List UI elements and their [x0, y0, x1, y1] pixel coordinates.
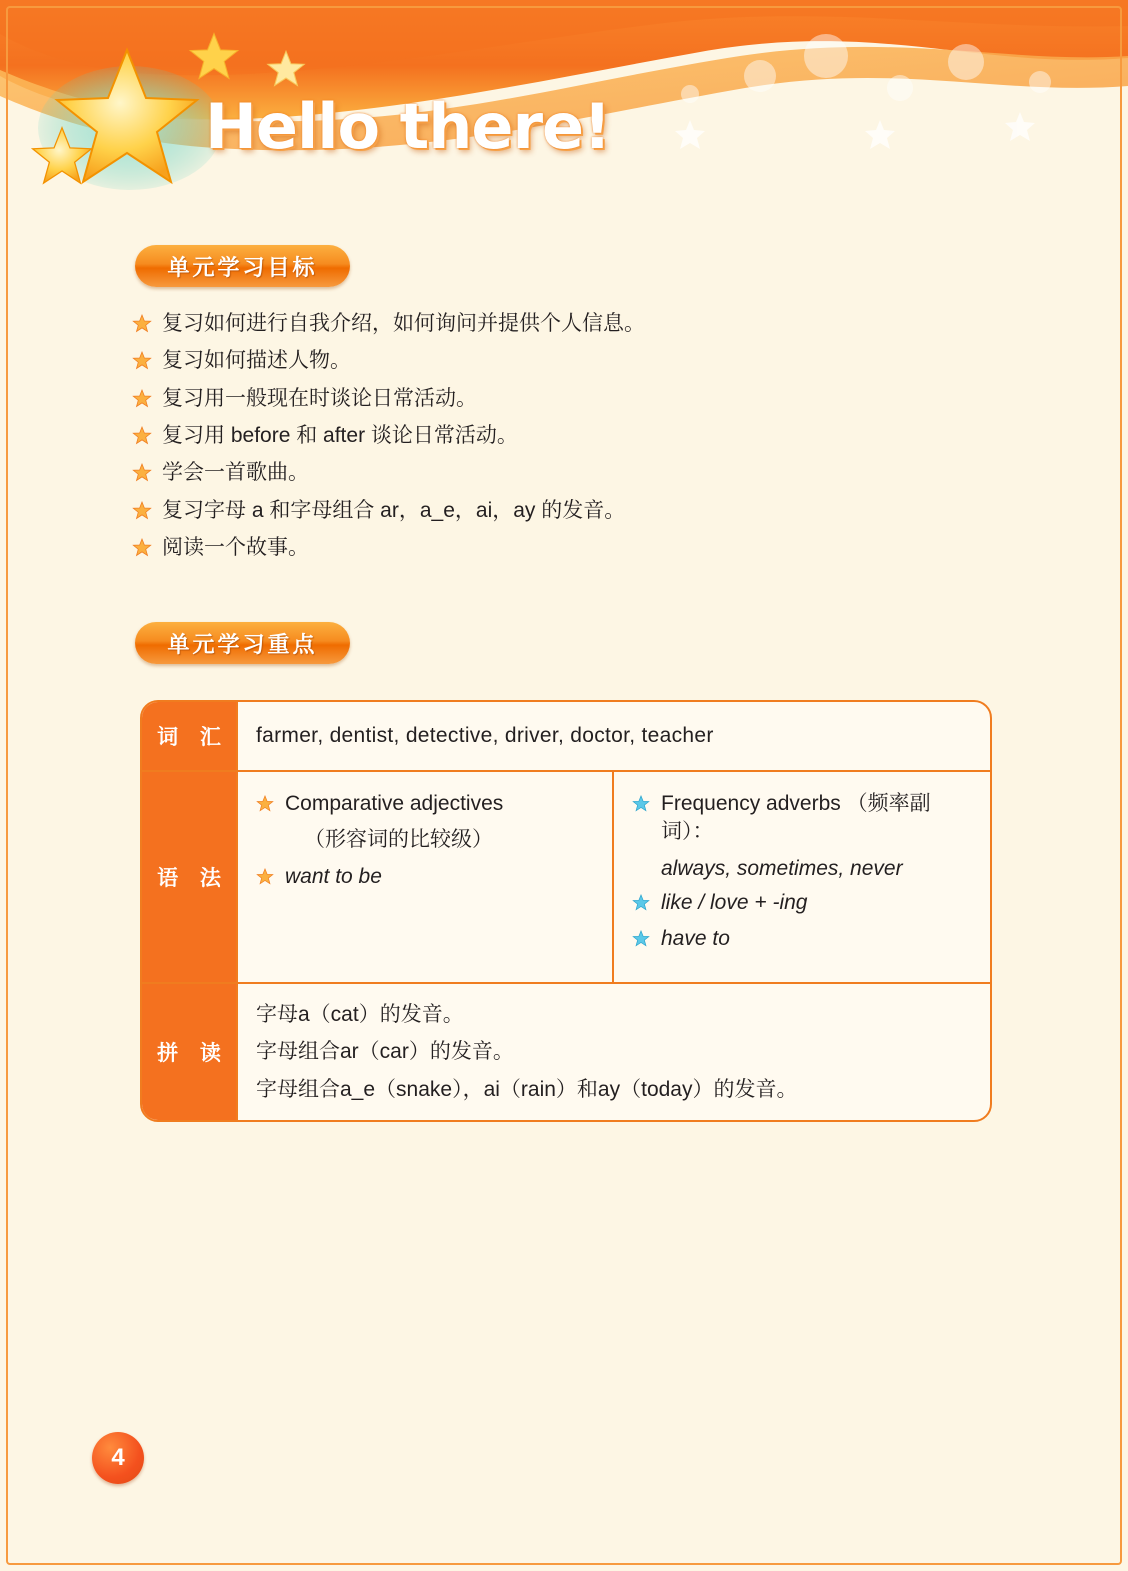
goal-text: 复习用 before 和 after 谈论日常活动。	[162, 424, 518, 448]
star-icon	[632, 894, 652, 914]
goal-text: 复习用一般现在时谈论日常活动。	[162, 386, 477, 410]
list-item	[132, 422, 1032, 450]
star-icon	[132, 538, 152, 558]
star-icon	[132, 314, 152, 334]
spelling-line: 字母a（cat）的发音。	[256, 1002, 464, 1026]
grammar-item-text: want to be	[285, 864, 382, 888]
page-number: 4	[92, 1432, 144, 1484]
grammar-item-subtext: （形容词的比较级）	[304, 828, 493, 852]
star-icon	[132, 389, 152, 409]
list-item	[632, 889, 972, 917]
list-item	[632, 925, 972, 953]
spelling-line: 字母组合a_e（snake），ai（rain）和ay（today）的发音。	[256, 1077, 798, 1101]
goal-text: 复习如何描述人物。	[162, 349, 351, 373]
row-label-grammar: 语 法	[142, 772, 238, 982]
star-icon	[256, 795, 276, 815]
key-points-table	[140, 700, 992, 1122]
page-header-banner	[0, 0, 1128, 215]
star-icon	[132, 351, 152, 371]
goals-list	[132, 310, 1032, 571]
page-title: Hello there!	[205, 90, 611, 163]
star-icon	[632, 795, 652, 815]
section-heading-key-points: 单元学习重点	[135, 622, 350, 664]
list-item	[132, 497, 1032, 525]
vocabulary-content: farmer, dentist, detective, driver, doctor, teacher	[256, 724, 714, 747]
goal-text: 阅读一个故事。	[162, 536, 309, 560]
goal-text: 复习字母 a 和字母组合 ar，a_e，ai，ay 的发音。	[162, 498, 626, 522]
star-icon	[132, 463, 152, 483]
grammar-item-text: Frequency adverbs （频率副词）：	[661, 792, 931, 844]
goal-text: 复习如何进行自我介绍，如何询问并提供个人信息。	[162, 312, 645, 335]
list-item	[132, 347, 1032, 375]
star-icon	[256, 868, 276, 888]
row-label-vocabulary: 词 汇	[142, 702, 238, 770]
grammar-content	[238, 772, 990, 982]
list-item	[132, 534, 1032, 562]
list-item	[132, 310, 1032, 338]
table-row	[142, 984, 990, 1120]
grammar-item-subtext: always, sometimes, never	[661, 856, 903, 880]
list-item	[256, 790, 594, 818]
star-icon	[632, 930, 652, 950]
section-heading-goals: 单元学习目标	[135, 245, 350, 287]
star-icon	[132, 501, 152, 521]
table-row	[142, 702, 990, 772]
grammar-column-right	[614, 772, 990, 982]
spelling-line: 字母组合ar（car）的发音。	[256, 1040, 514, 1064]
star-icon	[132, 426, 152, 446]
grammar-item-text: like / love + -ing	[661, 891, 808, 915]
table-row	[142, 772, 990, 984]
grammar-column-left	[238, 772, 614, 982]
grammar-item-text: Comparative adjectives	[285, 792, 504, 815]
spelling-content	[238, 984, 990, 1120]
grammar-item-text: have to	[661, 927, 730, 951]
list-item	[256, 863, 594, 891]
list-item	[132, 385, 1032, 413]
row-label-spelling: 拼 读	[142, 984, 238, 1120]
goal-text: 学会一首歌曲。	[162, 461, 309, 485]
list-item	[632, 790, 972, 847]
list-item	[132, 459, 1032, 487]
